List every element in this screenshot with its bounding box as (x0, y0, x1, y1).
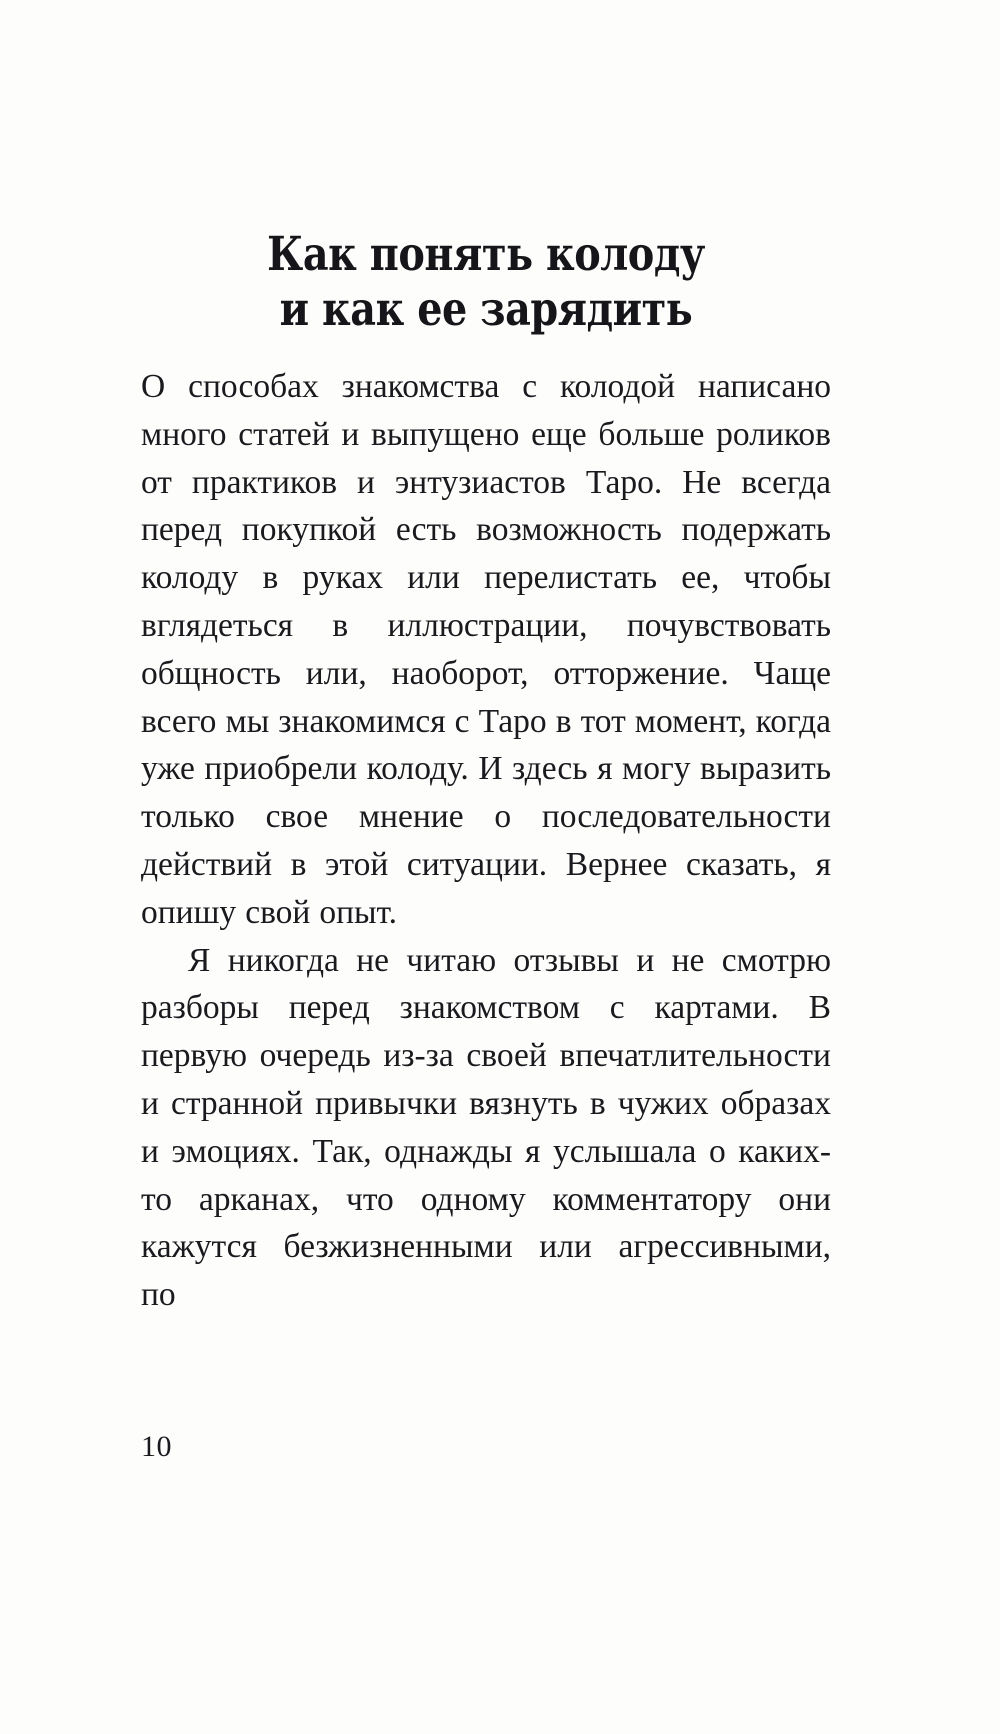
paragraph-1: О способах знакомства с колодой написано много статей и выпущено еще больше роликов от практиков и энтузиастов Таро. Не всегда перед покупкой есть возможность подержать колоду в руках или перелистать ее, чтобы вглядеться в иллюстрации, почувствовать общность или, наоборот, отторжение. Чаще всего мы знакомимся с Таро в тот момент, когда уже приобрели колоду. И здесь я могу выразить только свое мнение о последовательности действий в этой ситуации. Вернее сказать, я опишу свой опыт. (141, 368, 831, 931)
page-content-column (141, 0, 831, 1734)
paragraph-2: Я никогда не читаю отзывы и не смотрю разборы перед знакомством с картами. В первую очередь из-за своей впечатлительности и странной привычки вязнуть в чужих образах и эмоциях. Так, однажды я услышала о каких-то арканах, что одному комментатору они кажутся безжизненными или агрессивными, по (141, 941, 831, 1314)
chapter-heading (162, 227, 811, 337)
page-number: 10 (141, 1430, 172, 1463)
chapter-heading-line-2: и как ее зарядить (279, 282, 693, 338)
body-text (141, 363, 831, 1319)
chapter-heading-line-1: Как понять колоду (267, 227, 705, 283)
